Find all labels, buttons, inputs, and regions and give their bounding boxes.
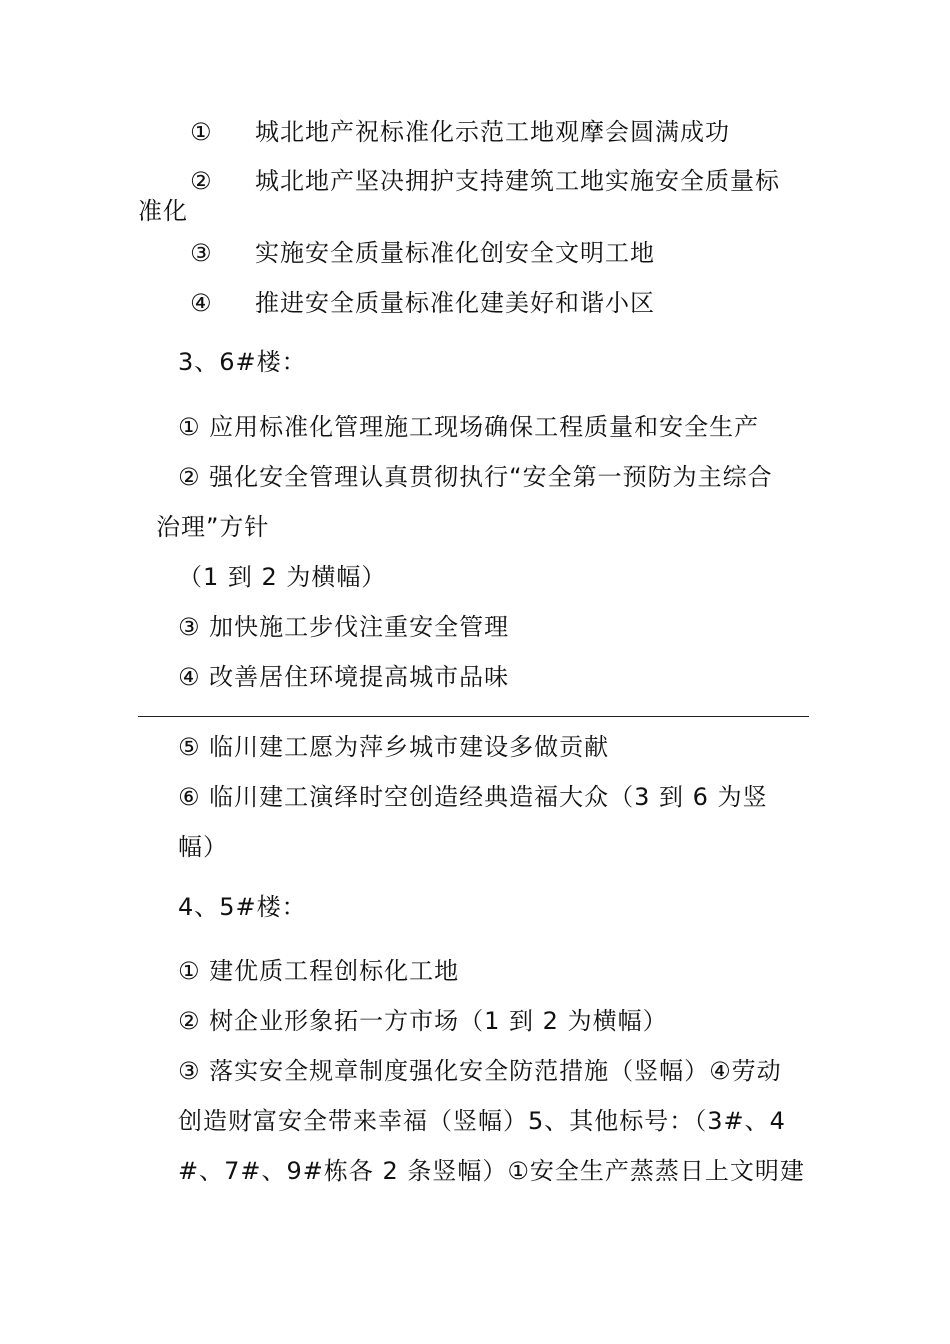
list-item: ⑥ 临川建工演绎时空创造经典造福大众（3 到 6 为竖 — [178, 783, 768, 811]
page-divider — [138, 716, 809, 717]
note-text: （1 到 2 为横幅） — [178, 563, 387, 591]
item-text: 城北地产坚决拥护支持建筑工地实施安全质量标 — [255, 167, 780, 195]
list-item — [190, 238, 655, 268]
list-item: ① 应用标准化管理施工现场确保工程质量和安全生产 — [178, 413, 760, 441]
list-item: ② 树企业形象拓一方市场（1 到 2 为横幅） — [178, 1007, 668, 1035]
list-item: ④ 改善居住环境提高城市品味 — [178, 663, 510, 691]
item-text-continuation: 创造财富安全带来幸福（竖幅）5、其他标号：（3#、4 — [178, 1107, 786, 1135]
item-number: ④ — [190, 289, 213, 317]
item-text-continuation: #、7#、9#栋各 2 条竖幅）①安全生产蒸蒸日上文明建 — [178, 1157, 805, 1185]
list-item — [190, 117, 730, 147]
item-text-continuation: 治理”方针 — [156, 513, 270, 541]
section-heading: 3、6#楼： — [178, 348, 307, 376]
item-number: ② — [190, 167, 213, 195]
item-text-continuation: 准化 — [138, 197, 188, 225]
section-heading: 4、5#楼： — [178, 893, 307, 921]
list-item — [190, 288, 655, 318]
item-text: 实施安全质量标准化创安全文明工地 — [255, 239, 655, 267]
list-item: ③ 加快施工步伐注重安全管理 — [178, 613, 510, 641]
list-item — [190, 166, 780, 196]
list-item: ② 强化安全管理认真贯彻执行“安全第一预防为主综合 — [178, 463, 773, 491]
list-item: ① 建优质工程创标化工地 — [178, 957, 460, 985]
list-item: ③ 落实安全规章制度强化安全防范措施（竖幅）④劳动 — [178, 1057, 782, 1085]
item-text: 推进安全质量标准化建美好和谐小区 — [255, 289, 655, 317]
item-number: ③ — [190, 239, 213, 267]
item-text-continuation: 幅） — [178, 833, 228, 861]
item-text: 城北地产祝标准化示范工地观摩会圆满成功 — [255, 118, 730, 146]
list-item: ⑤ 临川建工愿为萍乡城市建设多做贡献 — [178, 733, 610, 761]
item-number: ① — [190, 118, 213, 146]
